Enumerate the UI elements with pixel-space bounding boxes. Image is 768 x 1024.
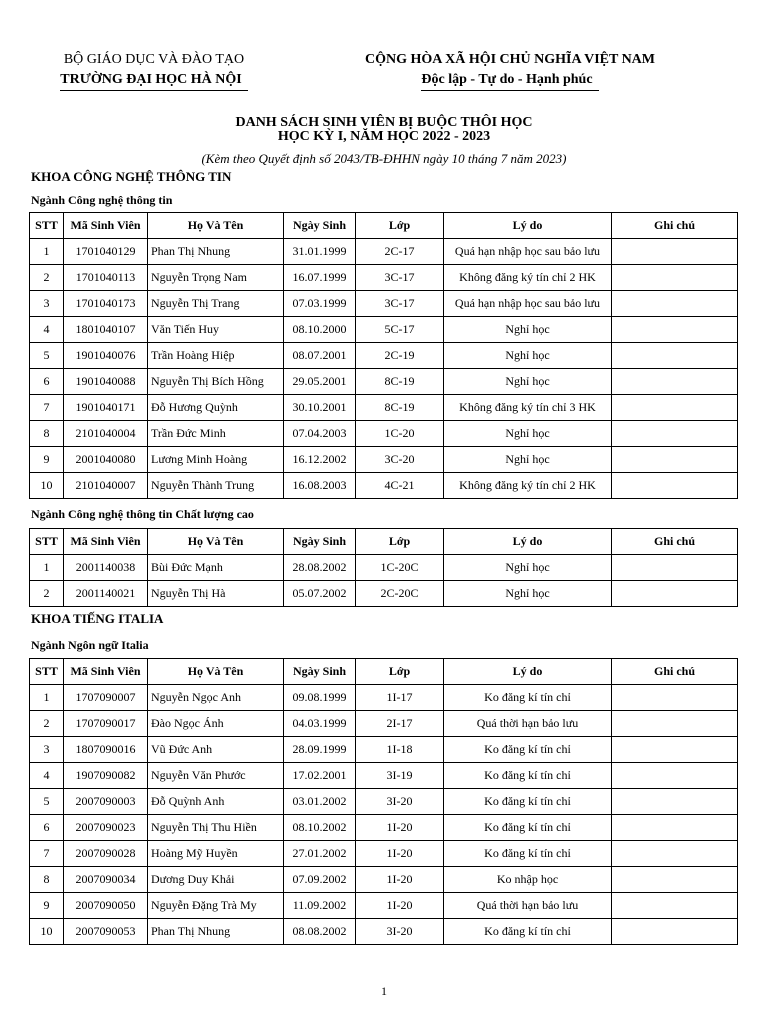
table-row xyxy=(30,473,738,499)
table-cell: 08.07.2001 xyxy=(284,343,356,369)
table-cell xyxy=(612,893,738,919)
column-header: Lớp xyxy=(356,213,444,239)
table-cell: Không đăng ký tín chỉ 2 HK xyxy=(444,265,612,291)
table-cell: 2007090050 xyxy=(64,893,148,919)
column-header: Lớp xyxy=(356,529,444,555)
page-number: 1 xyxy=(381,984,387,998)
table-cell: 30.10.2001 xyxy=(284,395,356,421)
document-title xyxy=(0,116,768,144)
table-cell: 4 xyxy=(30,317,64,343)
table-cell: 3I-20 xyxy=(356,789,444,815)
table-cell: 5 xyxy=(30,343,64,369)
faculty-heading-it: KHOA CÔNG NGHỆ THÔNG TIN xyxy=(31,169,232,184)
table-cell: 4C-21 xyxy=(356,473,444,499)
column-header: Ghi chú xyxy=(612,529,738,555)
table-cell: 08.08.2002 xyxy=(284,919,356,945)
table-cell: Ko nhập học xyxy=(444,867,612,893)
table-cell: 2007090034 xyxy=(64,867,148,893)
table-cell xyxy=(612,737,738,763)
table-cell: 2 xyxy=(30,265,64,291)
table-row xyxy=(30,711,738,737)
document-subtitle: (Kèm theo Quyết định số 2043/TB-ĐHHN ngày 10 tháng 7 năm 2023) xyxy=(201,151,567,166)
table-cell: Lương Minh Hoàng xyxy=(148,447,284,473)
table-row xyxy=(30,317,738,343)
column-header: STT xyxy=(30,659,64,685)
column-header: Ghi chú xyxy=(612,213,738,239)
table-header-row xyxy=(30,529,738,555)
table-row xyxy=(30,841,738,867)
table-cell: 1C-20C xyxy=(356,555,444,581)
column-header: STT xyxy=(30,213,64,239)
table-cell: Nghỉ học xyxy=(444,317,612,343)
table-cell: 7 xyxy=(30,395,64,421)
table-cell xyxy=(612,711,738,737)
table-cell: Phan Thị Nhung xyxy=(148,919,284,945)
students-table-it xyxy=(29,212,738,499)
table-row xyxy=(30,867,738,893)
column-header: Họ Và Tên xyxy=(148,659,284,685)
table-cell: 16.07.1999 xyxy=(284,265,356,291)
table-cell: 27.01.2002 xyxy=(284,841,356,867)
table-row xyxy=(30,893,738,919)
table-cell: 3I-20 xyxy=(356,919,444,945)
table-cell: 07.09.2002 xyxy=(284,867,356,893)
faculty-heading-italian: KHOA TIẾNG ITALIA xyxy=(31,611,164,626)
table-cell: Văn Tiến Huy xyxy=(148,317,284,343)
table-cell: Quá thời hạn bảo lưu xyxy=(444,893,612,919)
table-row xyxy=(30,447,738,473)
table-cell: 8 xyxy=(30,421,64,447)
column-header: Lớp xyxy=(356,659,444,685)
column-header: Mã Sinh Viên xyxy=(64,529,148,555)
table-row xyxy=(30,265,738,291)
table-cell: Bùi Đức Mạnh xyxy=(148,555,284,581)
table-cell xyxy=(612,369,738,395)
table-cell: 2101040007 xyxy=(64,473,148,499)
column-header: Họ Và Tên xyxy=(148,529,284,555)
table-row xyxy=(30,581,738,607)
table-cell: 1807090016 xyxy=(64,737,148,763)
title-line1: DANH SÁCH SINH VIÊN BỊ BUỘC THÔI HỌC xyxy=(235,115,533,130)
table-cell: 3 xyxy=(30,291,64,317)
university-name: TRƯỜNG ĐẠI HỌC HÀ NỘI xyxy=(60,70,248,91)
table-header-row xyxy=(30,659,738,685)
table-cell: 1707090017 xyxy=(64,711,148,737)
table-row xyxy=(30,763,738,789)
table-row xyxy=(30,789,738,815)
table-cell: Nguyễn Thị Trang xyxy=(148,291,284,317)
table-cell: Đỗ Quỳnh Anh xyxy=(148,789,284,815)
table-cell: 2007090053 xyxy=(64,919,148,945)
table-cell: 2C-17 xyxy=(356,239,444,265)
table-cell: Quá hạn nhập học sau bảo lưu xyxy=(444,291,612,317)
table-row xyxy=(30,685,738,711)
table-cell: Vũ Đức Anh xyxy=(148,737,284,763)
table-cell: 1707090007 xyxy=(64,685,148,711)
table-cell: Dương Duy Khải xyxy=(148,867,284,893)
table-cell: 3C-17 xyxy=(356,265,444,291)
table-cell: 2I-17 xyxy=(356,711,444,737)
table-cell: 2001040080 xyxy=(64,447,148,473)
table-cell: Không đăng ký tín chỉ 2 HK xyxy=(444,473,612,499)
table-cell: Nghỉ học xyxy=(444,447,612,473)
table-cell xyxy=(612,763,738,789)
table-cell: 2007090028 xyxy=(64,841,148,867)
table-cell: 2 xyxy=(30,581,64,607)
table-cell: 9 xyxy=(30,893,64,919)
table-cell: 1901040171 xyxy=(64,395,148,421)
table-cell: 1I-20 xyxy=(356,893,444,919)
table-cell: 08.10.2000 xyxy=(284,317,356,343)
table-cell: 11.09.2002 xyxy=(284,893,356,919)
table-cell: Ko đăng kí tín chỉ xyxy=(444,815,612,841)
column-header: Ngày Sinh xyxy=(284,659,356,685)
table-cell: 2007090003 xyxy=(64,789,148,815)
column-header: Ngày Sinh xyxy=(284,213,356,239)
table-row xyxy=(30,737,738,763)
table-cell: 3C-17 xyxy=(356,291,444,317)
major-heading-italian: Ngành Ngôn ngữ Italia xyxy=(31,638,149,652)
table-cell: 1 xyxy=(30,239,64,265)
table-cell: 1 xyxy=(30,555,64,581)
table-row xyxy=(30,343,738,369)
ministry-name: BỘ GIÁO DỤC VÀ ĐÀO TẠO xyxy=(63,52,245,67)
table-cell: 2001140038 xyxy=(64,555,148,581)
table-cell: Ko đăng kí tín chỉ xyxy=(444,685,612,711)
table-cell: 03.01.2002 xyxy=(284,789,356,815)
table-cell: 8C-19 xyxy=(356,395,444,421)
table-cell: 3C-20 xyxy=(356,447,444,473)
table-cell: 5 xyxy=(30,789,64,815)
column-header: Lý do xyxy=(444,213,612,239)
table-cell: 1701040173 xyxy=(64,291,148,317)
table-cell: 1I-20 xyxy=(356,867,444,893)
table-cell xyxy=(612,555,738,581)
table-cell: Nguyễn Thị Thu Hiền xyxy=(148,815,284,841)
table-cell: 2101040004 xyxy=(64,421,148,447)
table-cell: 1901040088 xyxy=(64,369,148,395)
table-cell: Không đăng ký tín chỉ 3 HK xyxy=(444,395,612,421)
table-cell: Quá thời hạn bảo lưu xyxy=(444,711,612,737)
column-header: Lý do xyxy=(444,529,612,555)
table-cell: Trần Đức Minh xyxy=(148,421,284,447)
table-cell: Đỗ Hương Quỳnh xyxy=(148,395,284,421)
column-header: Ghi chú xyxy=(612,659,738,685)
table-cell: 07.04.2003 xyxy=(284,421,356,447)
table-cell: 1901040076 xyxy=(64,343,148,369)
table-cell: 8 xyxy=(30,867,64,893)
table-cell xyxy=(612,473,738,499)
table-cell: 2C-20C xyxy=(356,581,444,607)
table-cell: 2007090023 xyxy=(64,815,148,841)
table-cell: 2001140021 xyxy=(64,581,148,607)
table-cell xyxy=(612,685,738,711)
table-cell: Nghỉ học xyxy=(444,581,612,607)
table-cell: Nguyễn Trọng Nam xyxy=(148,265,284,291)
table-header-row xyxy=(30,213,738,239)
table-cell: 1I-20 xyxy=(356,841,444,867)
table-cell: 1701040129 xyxy=(64,239,148,265)
students-table-it-hq xyxy=(29,528,738,607)
table-cell xyxy=(612,343,738,369)
table-cell: Đào Ngọc Ánh xyxy=(148,711,284,737)
table-cell: 1907090082 xyxy=(64,763,148,789)
table-cell: Nguyễn Thị Hà xyxy=(148,581,284,607)
major-heading-it-hq: Ngành Công nghệ thông tin Chất lượng cao xyxy=(31,507,254,521)
table-cell: Trần Hoàng Hiệp xyxy=(148,343,284,369)
table-cell: 2 xyxy=(30,711,64,737)
table-cell xyxy=(612,815,738,841)
table-cell xyxy=(612,447,738,473)
table-cell: 4 xyxy=(30,763,64,789)
table-row xyxy=(30,395,738,421)
table-cell: 16.08.2003 xyxy=(284,473,356,499)
table-cell: 29.05.2001 xyxy=(284,369,356,395)
table-cell: Nguyễn Ngọc Anh xyxy=(148,685,284,711)
table-cell: Nghỉ học xyxy=(444,343,612,369)
column-header: Mã Sinh Viên xyxy=(64,213,148,239)
table-cell: Nguyễn Văn Phước xyxy=(148,763,284,789)
table-row xyxy=(30,815,738,841)
table-cell: 1I-17 xyxy=(356,685,444,711)
table-cell xyxy=(612,395,738,421)
table-cell xyxy=(612,841,738,867)
table-row xyxy=(30,555,738,581)
table-cell: 3I-19 xyxy=(356,763,444,789)
table-cell xyxy=(612,919,738,945)
table-cell: 28.09.1999 xyxy=(284,737,356,763)
table-cell: 07.03.1999 xyxy=(284,291,356,317)
table-cell: 6 xyxy=(30,815,64,841)
table-cell: 1I-20 xyxy=(356,815,444,841)
table-cell: Nghỉ học xyxy=(444,421,612,447)
ministry-header xyxy=(44,50,264,91)
column-header: Họ Và Tên xyxy=(148,213,284,239)
table-cell: 10 xyxy=(30,919,64,945)
table-row xyxy=(30,919,738,945)
table-cell: 1I-18 xyxy=(356,737,444,763)
table-cell: Nghỉ học xyxy=(444,369,612,395)
table-cell xyxy=(612,291,738,317)
table-cell xyxy=(612,317,738,343)
table-cell: Ko đăng kí tín chỉ xyxy=(444,737,612,763)
table-cell: Ko đăng kí tín chỉ xyxy=(444,919,612,945)
table-cell: Ko đăng kí tín chỉ xyxy=(444,789,612,815)
national-header xyxy=(350,50,670,91)
table-cell: 09.08.1999 xyxy=(284,685,356,711)
table-row xyxy=(30,239,738,265)
column-header: STT xyxy=(30,529,64,555)
table-cell: 08.10.2002 xyxy=(284,815,356,841)
table-cell: 10 xyxy=(30,473,64,499)
table-cell xyxy=(612,421,738,447)
table-row xyxy=(30,291,738,317)
table-cell: 04.03.1999 xyxy=(284,711,356,737)
table-cell xyxy=(612,581,738,607)
table-cell: Quá hạn nhập học sau bảo lưu xyxy=(444,239,612,265)
table-cell: Nguyễn Đặng Trà My xyxy=(148,893,284,919)
table-cell: Ko đăng kí tín chỉ xyxy=(444,763,612,789)
table-cell: 3 xyxy=(30,737,64,763)
table-cell xyxy=(612,867,738,893)
table-cell: 05.07.2002 xyxy=(284,581,356,607)
table-cell: 16.12.2002 xyxy=(284,447,356,473)
table-cell: 7 xyxy=(30,841,64,867)
table-cell: Ko đăng kí tín chỉ xyxy=(444,841,612,867)
table-cell: 8C-19 xyxy=(356,369,444,395)
column-header: Mã Sinh Viên xyxy=(64,659,148,685)
table-cell: 1 xyxy=(30,685,64,711)
table-cell xyxy=(612,265,738,291)
table-cell: Nghỉ học xyxy=(444,555,612,581)
national-motto: Độc lập - Tự do - Hạnh phúc xyxy=(421,70,598,91)
column-header: Lý do xyxy=(444,659,612,685)
table-cell: Nguyễn Thành Trung xyxy=(148,473,284,499)
students-table-italian xyxy=(29,658,738,945)
table-row xyxy=(30,421,738,447)
table-cell: 31.01.1999 xyxy=(284,239,356,265)
table-cell: 9 xyxy=(30,447,64,473)
table-cell: Nguyễn Thị Bích Hồng xyxy=(148,369,284,395)
table-cell xyxy=(612,789,738,815)
table-cell: Phan Thị Nhung xyxy=(148,239,284,265)
table-cell: 1801040107 xyxy=(64,317,148,343)
table-cell xyxy=(612,239,738,265)
major-heading-it: Ngành Công nghệ thông tin xyxy=(31,193,173,207)
table-row xyxy=(30,369,738,395)
table-cell: 6 xyxy=(30,369,64,395)
table-cell: 17.02.2001 xyxy=(284,763,356,789)
table-cell: 28.08.2002 xyxy=(284,555,356,581)
column-header: Ngày Sinh xyxy=(284,529,356,555)
table-cell: 2C-19 xyxy=(356,343,444,369)
title-line2: HỌC KỲ I, NĂM HỌC 2022 - 2023 xyxy=(277,129,491,144)
table-cell: 1C-20 xyxy=(356,421,444,447)
country-name: CỘNG HÒA XÃ HỘI CHỦ NGHĨA VIỆT NAM xyxy=(364,52,655,67)
table-cell: Hoàng Mỹ Huyền xyxy=(148,841,284,867)
table-cell: 1701040113 xyxy=(64,265,148,291)
table-cell: 5C-17 xyxy=(356,317,444,343)
